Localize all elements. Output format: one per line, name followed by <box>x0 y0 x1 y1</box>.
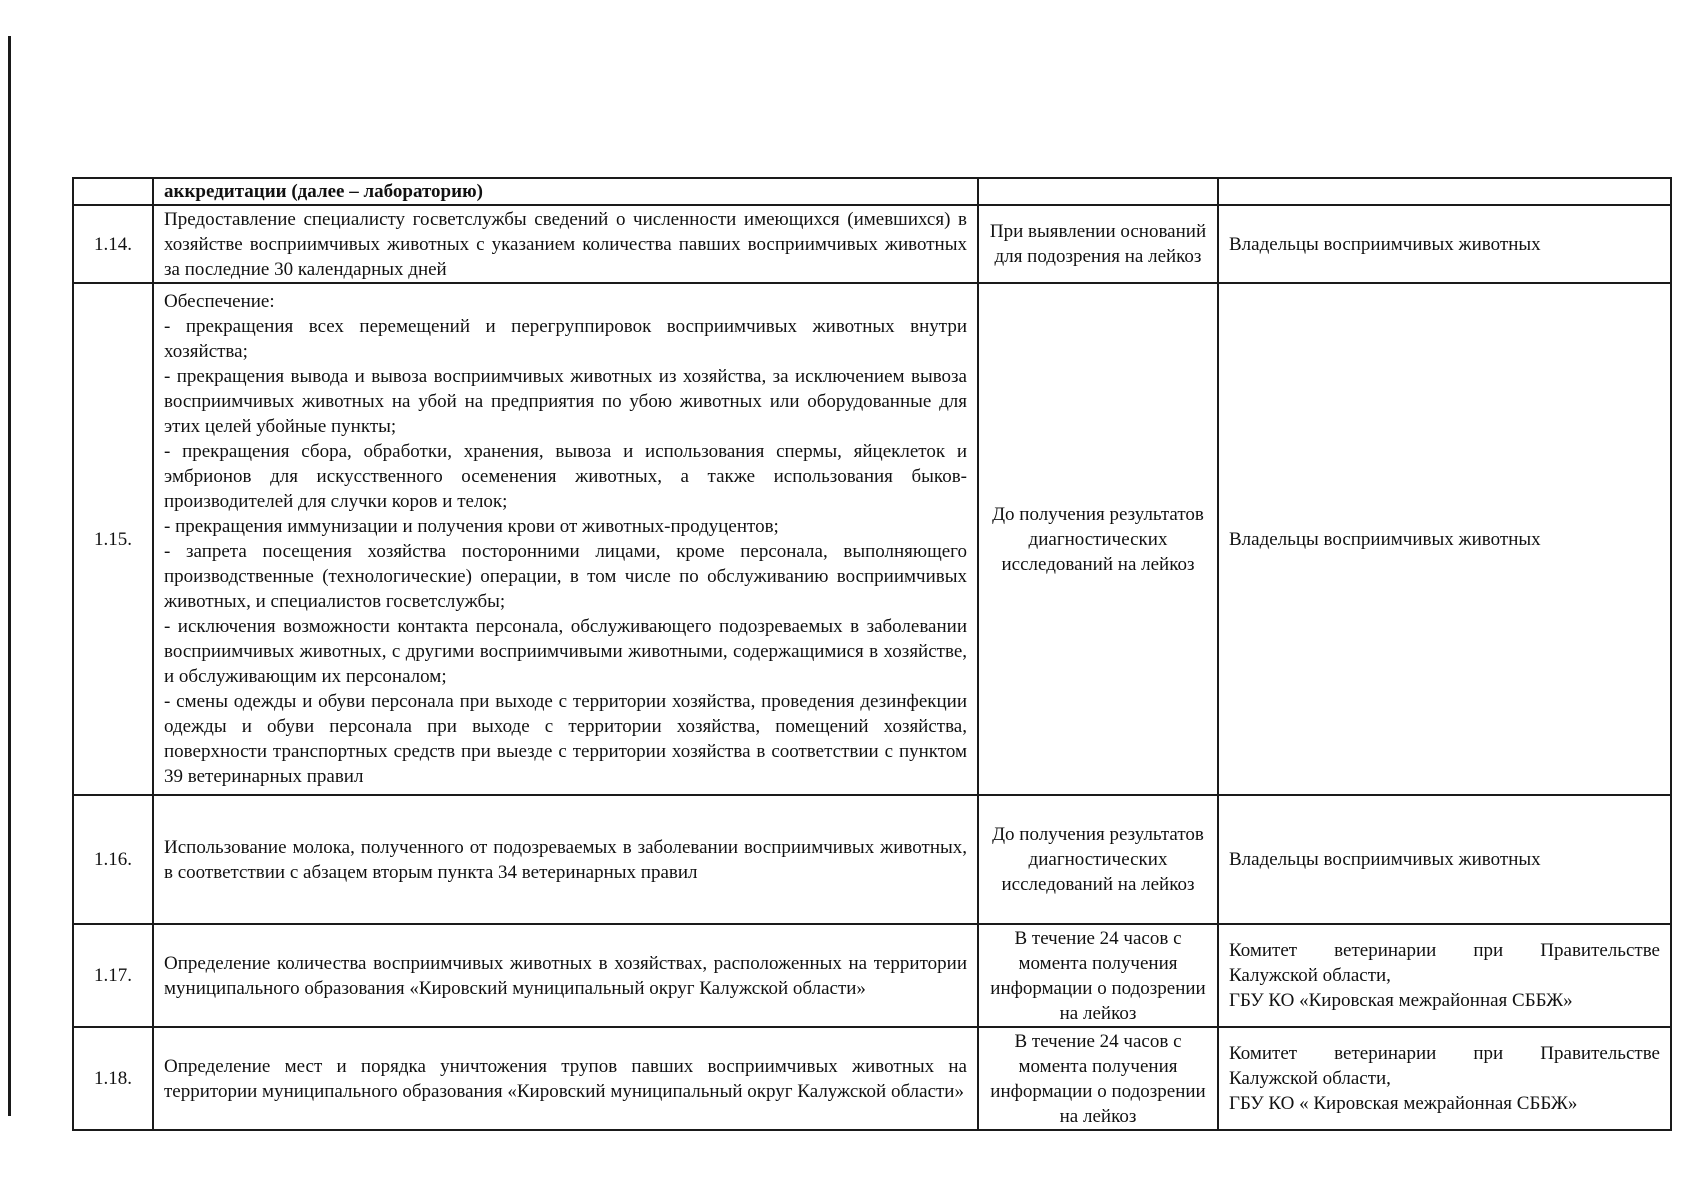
term-text: В течение 24 часов с момента получения информации о подозрении на лейкоз <box>978 1027 1218 1130</box>
table-row-continuation <box>73 178 1671 205</box>
term-text: В течение 24 часов с момента получения информации о подозрении на лейкоз <box>978 924 1218 1027</box>
action-item: - прекращения иммунизации и получения крови от животных-продуцентов; <box>164 516 779 537</box>
responsible-line: ГБУ КО «Кировская межрайонная СББЖ» <box>1229 990 1573 1011</box>
page-binding-line <box>8 36 11 1116</box>
action-item: - прекращения сбора, обработки, хранения, вывоза и использования спермы, яйцеклеток и эмбрионов для искусственного осеменения животных, а также использования быков-производителей для случки коров и телок; <box>164 441 967 512</box>
row-number: 1.14. <box>73 205 153 283</box>
term-text: До получения результатов диагностических исследований на лейкоз <box>978 795 1218 924</box>
responsible-cell <box>1218 924 1671 1027</box>
table-row <box>73 283 1671 795</box>
action-item: - прекращения вывода и вывоза восприимчивых животных из хозяйства, за исключением вывоза восприимчивых животных на убой на предприятия по убою животных или оборудованные для этих целей убойные пункты; <box>164 366 967 437</box>
responsible-line: Комитет ветеринарии при Правительстве <box>1229 940 1660 961</box>
row-number: 1.17. <box>73 924 153 1027</box>
action-item: - смены одежды и обуви персонала при выходе с территории хозяйства, проведения дезинфекции одежды и обуви персонала при выходе с территории хозяйства, помещений хозяйства, поверхности транспортных средств при выезде с территории хозяйства в соответствии с пунктом 39 ветеринарных правил <box>164 691 967 787</box>
table-row <box>73 795 1671 924</box>
responsible-line: Калужской области, <box>1229 965 1391 986</box>
responsible-text: Владельцы восприимчивых животных <box>1218 795 1671 924</box>
row-number: 1.15. <box>73 283 153 795</box>
row-number <box>73 178 153 205</box>
action-intro: Обеспечение: <box>164 291 275 312</box>
term-text <box>978 178 1218 205</box>
responsible-text <box>1218 178 1671 205</box>
action-list <box>153 283 978 795</box>
row-number: 1.16. <box>73 795 153 924</box>
responsible-line: Комитет ветеринарии при Правительстве <box>1229 1043 1660 1064</box>
action-item: - исключения возможности контакта персонала, обслуживающего подозреваемых в заболевании восприимчивых животных, с другими восприимчивыми животными, содержащимися в хозяйстве, и обслуживающим их персоналом; <box>164 616 967 687</box>
term-text: До получения результатов диагностических исследований на лейкоз <box>978 283 1218 795</box>
action-item: - прекращения всех перемещений и перегруппировок восприимчивых животных внутри хозяйства; <box>164 316 967 362</box>
responsible-text: Владельцы восприимчивых животных <box>1218 205 1671 283</box>
action-text: Предоставление специалисту госветслужбы сведений о численности имеющихся (имевшихся) в хозяйстве восприимчивых животных с указанием количества павших восприимчивых животных за последние 30 календарных дней <box>153 205 978 283</box>
row-number: 1.18. <box>73 1027 153 1130</box>
action-text: Определение количества восприимчивых животных в хозяйствах, расположенных на территории муниципального образования «Кировский муниципальный округ Калужской области» <box>153 924 978 1027</box>
table-row <box>73 1027 1671 1130</box>
action-text: Определение мест и порядка уничтожения трупов павших восприимчивых животных на территории муниципального образования «Кировский муниципальный округ Калужской области» <box>153 1027 978 1130</box>
table-row <box>73 205 1671 283</box>
measures-table <box>72 177 1672 1131</box>
term-text: При выявлении оснований для подозрения на лейкоз <box>978 205 1218 283</box>
action-text: аккредитации (далее – лабораторию) <box>153 178 978 205</box>
responsible-cell <box>1218 1027 1671 1130</box>
action-item: - запрета посещения хозяйства посторонними лицами, кроме персонала, выполняющего производственные (технологические) операции, в том числе по обслуживанию восприимчивых животных, и специалистов госветслужбы; <box>164 541 967 612</box>
action-text: Использование молока, полученного от подозреваемых в заболевании восприимчивых животных, в соответствии с абзацем вторым пункта 34 ветеринарных правил <box>153 795 978 924</box>
table-row <box>73 924 1671 1027</box>
responsible-line: ГБУ КО « Кировская межрайонная СББЖ» <box>1229 1093 1578 1114</box>
responsible-line: Калужской области, <box>1229 1068 1391 1089</box>
responsible-text: Владельцы восприимчивых животных <box>1218 283 1671 795</box>
